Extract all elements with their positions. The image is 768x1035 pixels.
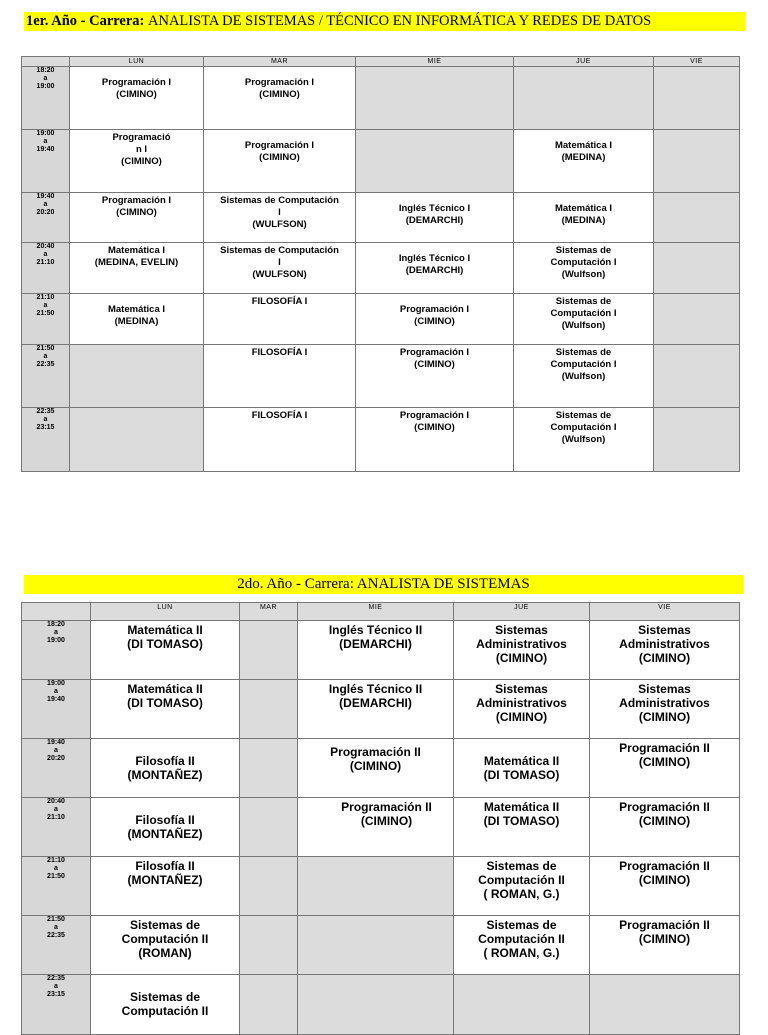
year1-schedule-table [21,56,740,472]
year2-cell-mie [298,916,454,975]
year1-row [22,294,740,345]
year2-cell-mar [240,680,298,739]
year2-cell-vie [590,739,740,798]
class-entry: Filosofía II (MONTAÑEZ) [127,754,203,782]
class-entry: Matemática I (MEDINA) [554,203,613,226]
year2-cell-jue [454,975,590,1035]
class-entry: Programación I (CIMINO) [101,77,172,100]
year1-cell-jue [514,243,654,294]
year1-row [22,243,740,294]
year1-time-cell: 20:40 a 21:10 [22,243,70,294]
year2-row [22,798,740,857]
class-entry: Matemática I (MEDINA, EVELIN) [94,245,179,268]
year1-cell-mar [204,67,356,130]
year1-cell-mar [204,243,356,294]
year2-cell-mie [298,621,454,680]
year2-header-jue: JUE [454,603,590,621]
year1-cell-lun [70,345,204,408]
year1-cell-mie [356,345,514,408]
year1-cell-vie [654,345,740,408]
class-entry: Programación I (CIMINO) [399,304,470,327]
year2-cell-mar [240,916,298,975]
year1-header-mie: MIE [356,57,514,67]
year2-cell-vie [590,798,740,857]
class-entry: Inglés Técnico II (DEMARCHI) [328,623,423,651]
year1-cell-lun [70,67,204,130]
class-entry: Sistemas de Computación I (WULFSON) [220,195,339,230]
year2-cell-vie [590,621,740,680]
year2-cell-mie [298,739,454,798]
year1-row [22,130,740,193]
year2-cell-jue [454,680,590,739]
year2-schedule-table [21,602,740,1035]
class-entry: Sistemas de Computación I (Wulfson) [550,347,617,382]
year1-cell-lun [70,294,204,345]
year2-title-banner: 2do. Año - Carrera: ANALISTA DE SISTEMAS [24,575,743,594]
year2-cell-lun [91,621,240,680]
year2-cell-mar [240,975,298,1035]
year2-cell-lun [91,975,240,1035]
year1-row [22,193,740,243]
year2-header-row [22,603,740,621]
class-entry: FILOSOFÍA I [251,296,308,307]
year2-row [22,975,740,1035]
year2-row [22,739,740,798]
class-entry: Programación I (CIMINO) [244,77,315,100]
year1-cell-jue [514,193,654,243]
year1-cell-mie [356,130,514,193]
year2-cell-jue [454,621,590,680]
class-entry: Sistemas Administrativos (CIMINO) [619,682,710,724]
class-entry: Matemática II (DI TOMASO) [127,623,203,651]
class-entry: Filosofía II (MONTAÑEZ) [127,859,203,887]
year1-row [22,67,740,130]
year2-cell-jue [454,857,590,916]
year1-time-cell: 21:10 a 21:50 [22,294,70,345]
year2-header-lun: LUN [91,603,240,621]
year2-row [22,621,740,680]
class-entry: Sistemas de Computación I (WULFSON) [220,245,339,280]
year2-cell-jue [454,798,590,857]
class-entry: Matemática II (DI TOMASO) [483,800,560,828]
year2-cell-lun [91,798,240,857]
year1-time-cell: 19:00 a 19:40 [22,130,70,193]
year1-cell-mie [356,294,514,345]
year2-cell-lun [91,739,240,798]
year1-time-cell: 19:40 a 20:20 [22,193,70,243]
year2-cell-vie [590,857,740,916]
year2-header-time [22,603,91,621]
class-entry: Inglés Técnico I (DEMARCHI) [398,203,471,226]
year1-cell-lun [70,130,204,193]
class-entry: Sistemas de Computación I (Wulfson) [550,410,617,445]
year2-cell-vie [590,680,740,739]
class-entry: Sistemas de Computación II ( ROMAN, G.) [478,918,565,960]
class-entry: Matemática I (MEDINA) [107,304,166,327]
year1-cell-vie [654,243,740,294]
class-entry: FILOSOFÍA I [251,410,308,421]
class-entry: Sistemas Administrativos (CIMINO) [476,623,567,665]
year1-cell-mar [204,130,356,193]
year1-cell-mar [204,193,356,243]
year1-header-row [22,57,740,67]
year1-cell-vie [654,408,740,472]
year1-cell-jue [514,294,654,345]
year1-header-time [22,57,70,67]
class-entry: Programación I (CIMINO) [399,410,470,433]
year2-time-cell: 20:40 a 21:10 [22,798,91,857]
year1-cell-vie [654,294,740,345]
class-entry: Sistemas de Computación I (Wulfson) [550,296,617,331]
year1-cell-mar [204,345,356,408]
class-entry: Sistemas Administrativos (CIMINO) [619,623,710,665]
year2-cell-mar [240,857,298,916]
year1-header-lun: LUN [70,57,204,67]
year1-cell-lun [70,193,204,243]
year1-cell-lun [70,243,204,294]
year1-cell-vie [654,67,740,130]
class-entry: Matemática I (MEDINA) [554,140,613,163]
year1-time-cell: 21:50 a 22:35 [22,345,70,408]
year2-cell-mar [240,739,298,798]
year2-time-cell: 18:20 a 19:00 [22,621,91,680]
class-entry: Matemática II (DI TOMASO) [483,754,560,782]
year2-time-cell: 22:35 a 23:15 [22,975,91,1035]
year1-title-banner [24,12,745,31]
year1-row [22,345,740,408]
class-entry: Programación II (CIMINO) [619,859,710,887]
year2-cell-mie [298,680,454,739]
year2-time-cell: 19:00 a 19:40 [22,680,91,739]
class-entry: Programación I (CIMINO) [101,195,172,218]
year2-cell-lun [91,680,240,739]
year1-cell-mie [356,193,514,243]
year2-cell-vie [590,916,740,975]
year1-cell-lun [70,408,204,472]
year1-title-prefix: 1er. Año - Carrera: [26,13,149,29]
year2-cell-jue [454,739,590,798]
year1-title-main: ANALISTA DE SISTEMAS / TÉCNICO EN INFORMÁTICA Y REDES DE DATOS [148,13,652,29]
year2-header-mie: MIE [298,603,454,621]
class-entry: Inglés Técnico I (DEMARCHI) [398,253,471,276]
year1-time-cell: 22:35 a 23:15 [22,408,70,472]
year2-cell-mie [298,857,454,916]
year1-cell-jue [514,408,654,472]
year1-cell-mie [356,408,514,472]
year1-header-mar: MAR [204,57,356,67]
class-entry: Programación I (CIMINO) [399,347,470,370]
class-entry: Programació n I (CIMINO) [112,132,171,167]
year1-header-vie: VIE [654,57,740,67]
class-entry: Programación II (CIMINO) [619,741,710,769]
year2-cell-mie [298,798,454,857]
year2-time-cell: 21:10 a 21:50 [22,857,91,916]
class-entry: Programación II (CIMINO) [330,745,421,773]
class-entry: Sistemas de Computación I (Wulfson) [550,245,617,280]
class-entry: Programación I (CIMINO) [244,140,315,163]
year1-cell-mar [204,294,356,345]
year1-cell-mie [356,67,514,130]
class-entry: Programación II (CIMINO) [619,918,710,946]
year2-row [22,857,740,916]
year1-cell-mie [356,243,514,294]
year2-cell-mie [298,975,454,1035]
class-entry: Programación II (CIMINO) [341,800,432,828]
year1-time-cell: 18:20 a 19:00 [22,67,70,130]
class-entry: Programación II (CIMINO) [619,800,710,828]
year2-time-cell: 19:40 a 20:20 [22,739,91,798]
year1-cell-mar [204,408,356,472]
class-entry: Sistemas de Computación II (ROMAN) [121,918,209,960]
year2-cell-jue [454,916,590,975]
year2-time-cell: 21:50 a 22:35 [22,916,91,975]
class-entry: Filosofía II (MONTAÑEZ) [127,813,203,841]
year1-cell-jue [514,67,654,130]
year2-header-mar: MAR [240,603,298,621]
class-entry: Sistemas de Computación II ( ROMAN, G.) [478,859,565,901]
year1-cell-jue [514,130,654,193]
year2-row [22,680,740,739]
class-entry: Sistemas Administrativos (CIMINO) [476,682,567,724]
year1-header-jue: JUE [514,57,654,67]
year1-cell-jue [514,345,654,408]
year2-cell-mar [240,798,298,857]
year2-cell-lun [91,916,240,975]
year2-row [22,916,740,975]
year1-row [22,408,740,472]
class-entry: Sistemas de Computación II [121,990,209,1018]
class-entry: FILOSOFÍA I [251,347,308,358]
year2-cell-mar [240,621,298,680]
year2-cell-vie [590,975,740,1035]
year2-cell-lun [91,857,240,916]
year2-header-vie: VIE [590,603,740,621]
year1-cell-vie [654,193,740,243]
year1-cell-vie [654,130,740,193]
class-entry: Matemática II (DI TOMASO) [127,682,203,710]
class-entry: Inglés Técnico II (DEMARCHI) [328,682,423,710]
